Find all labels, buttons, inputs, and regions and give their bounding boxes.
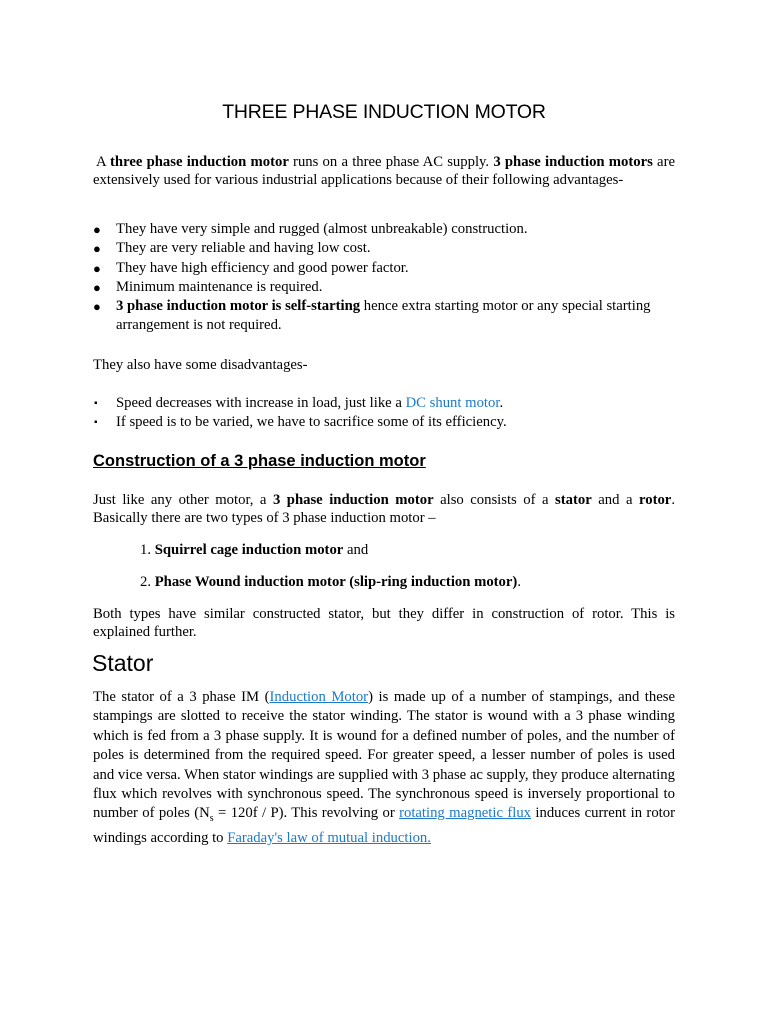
motor-type-list-2 [140,574,521,591]
advantage-text: hence extra starting motor or any special starting arrangement is not required. [116,298,651,334]
intro-text-3: are extensively used for various industrial applications because of their following advantages- [93,154,675,188]
construction-bold-1: 3 phase induction motor [272,492,434,508]
advantage-item [93,239,675,258]
construction-bold-2: stator [555,492,592,508]
faradays-law-link[interactable]: Faraday's law of mutual induction. [227,829,431,846]
bullet-icon: ● [93,241,101,257]
motor-type-item [140,542,368,559]
motor-type-item [140,574,521,591]
advantage-bold: 3 phase induction motor is self-starting [116,298,361,315]
item-text: . [517,574,521,590]
intro-text-1: A [96,154,111,170]
advantage-text: They are very reliable and having low cost. [116,240,371,257]
stator-heading: Stator [92,650,154,676]
induction-motor-link[interactable]: Induction Motor [269,689,369,705]
item-number: 1. [140,542,155,558]
both-types-paragraph: Both types have similar constructed stator, but they differ in construction of rotor. This is explained further. [93,606,675,640]
construction-text-1: Just like any other motor, a [93,492,273,508]
subscript-s: s [209,813,214,825]
disadvantages-list [93,394,675,432]
item-text: and [343,542,369,558]
advantage-item [93,259,675,278]
stator-paragraph [93,688,675,848]
construction-text-4: . Basically there are two types of 3 phase induction motor – [93,492,675,526]
item-bold: Squirrel cage induction motor [154,542,344,558]
item-number: 2. [140,574,155,590]
advantage-item [93,278,675,297]
dc-shunt-motor-link[interactable]: DC shunt motor [405,395,500,411]
disadvantage-item [93,394,675,413]
disadvantage-text: Speed decreases with increase in load, just like a [116,395,406,411]
advantage-text: Minimum maintenance is required. [116,278,323,295]
construction-heading: Construction of a 3 phase induction motor [93,452,426,470]
stator-text-3: = 120f / P). This revolving or [213,805,400,822]
advantage-text: They have very simple and rugged (almost unbreakable) construction. [116,221,528,237]
construction-text-3: and a [591,492,639,508]
advantage-item [93,220,675,239]
disadvantage-text-end: . [499,395,504,411]
bullet-icon: ▪ [94,398,98,409]
construction-paragraph [93,492,675,527]
construction-text-2: also consists of a [433,492,556,508]
intro-bold-2: 3 phase induction motors [493,154,653,170]
rotating-magnetic-flux-link[interactable]: rotating magnetic flux [399,805,532,822]
advantage-text: They have high efficiency and good power factor. [116,259,409,276]
bullet-icon: ● [93,299,101,315]
advantages-list [93,220,675,336]
bullet-icon: ● [93,260,101,276]
stator-text-2: ) is made up of a number of stampings, and these stampings are slotted to receive the stator winding. The stator is wound with a 3 phase winding which is fed from a 3 phase supply. It is wound for a defined number of poles, and the number of poles is determined from the required speed. For greater speed, a lesser number of poles is used and vice versa. When stator windings are supplied with 3 phase ac supply, they produce alternating flux which revolves with synchronous speed. The synchronous speed is inversely proportional to number of poles (N [93,689,675,822]
intro-paragraph [93,154,675,189]
page-title: THREE PHASE INDUCTION MOTOR [222,101,546,123]
construction-bold-3: rotor [638,492,672,508]
stator-text-4: induces current in rotor windings according to [93,805,675,846]
bullet-icon: ● [93,279,101,295]
item-bold: Phase Wound induction motor (slip-ring induction motor) [154,574,518,590]
disadvantages-intro: They also have some disadvantages- [93,357,308,373]
motor-type-list-1 [140,542,368,559]
stator-text-1: The stator of a 3 phase IM ( [93,689,270,705]
intro-text-2: runs on a three phase AC supply. [288,154,494,170]
intro-bold-1: three phase induction motor [110,154,289,170]
bullet-icon: ▪ [94,417,98,428]
bullet-icon: ● [93,222,101,237]
disadvantage-item [93,413,675,432]
disadvantage-text: If speed is to be varied, we have to sacrifice some of its efficiency. [116,414,507,430]
advantage-item [93,297,675,336]
